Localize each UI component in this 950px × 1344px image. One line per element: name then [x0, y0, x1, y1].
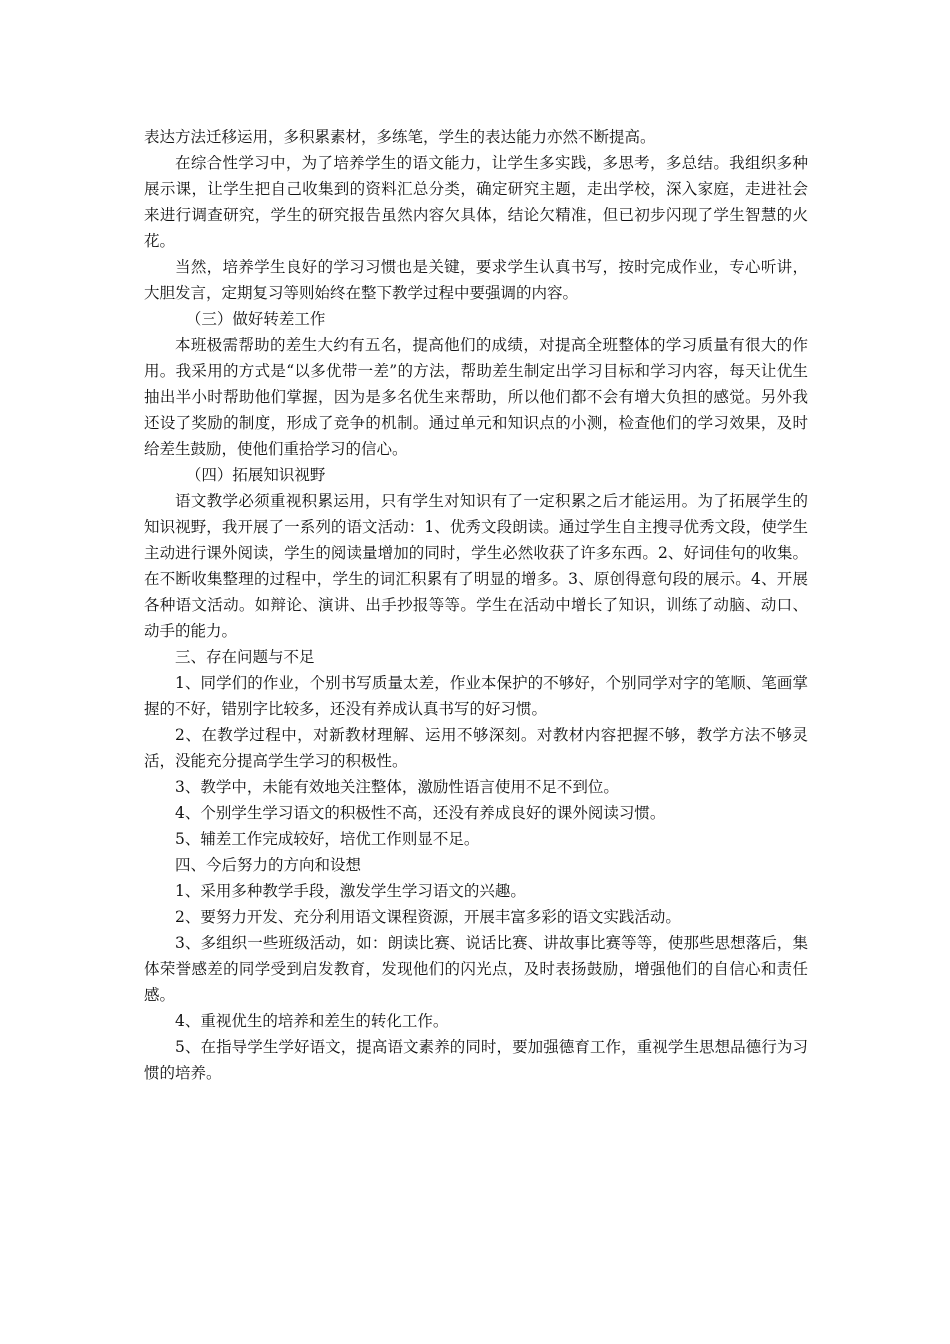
paragraph-helping-students: 本班极需帮助的差生大约有五名，提高他们的成绩，对提高全班整体的学习质量有很大的作用。我采用的方式是“以多优带一差”的方法，帮助差生制定出学习目标和学习内容，每天让优生抽出半小时帮助他们掌握，因为是多名优生来帮助，所以他们都不会有增大负担的感觉。另外我还设了奖励的制度，形成了竞争的机制。通过单元和知识点的小测，检查他们的学习效果，及时给差生鼓励，使他们重拾学习的信心。 [144, 336, 808, 458]
chapter-heading-problems: 三、存在问题与不足 [175, 648, 315, 666]
document-body [144, 124, 808, 1086]
paragraph-expand-knowledge: 语文教学必须重视积累运用，只有学生对知识有了一定积累之后才能运用。为了拓展学生的知识视野，我开展了一系列的语文活动：1、优秀文段朗读。通过学生自主搜寻优秀文段，使学生主动进行课外阅读，学生的阅读量增加的同时，学生必然收获了许多东西。2、好词佳句的收集。在不断收集整理的过程中，学生的词汇积累有了明显的增多。3、原创得意句段的展示。4、开展各种语文活动。如辩论、演讲、出手抄报等等。学生在活动中增长了知识，训练了动脑、动口、动手的能力。 [144, 492, 808, 640]
problem-item-1: 1、同学们的作业，个别书写质量太差，作业本保护的不够好，个别同学对字的笔顺、笔画掌握的不好，错别字比较多，还没有养成认真书写的好习惯。 [144, 674, 808, 718]
problem-item-5: 5、辅差工作完成较好，培优工作则显不足。 [175, 830, 480, 848]
plan-item-4: 4、重视优生的培养和差生的转化工作。 [175, 1012, 449, 1030]
plan-item-1: 1、采用多种教学手段，激发学生学习语文的兴趣。 [175, 882, 526, 900]
section-heading-4: （四）拓展知识视野 [185, 466, 326, 484]
problem-item-3: 3、教学中，未能有效地关注整体，激励性语言使用不足不到位。 [175, 778, 619, 796]
paragraph-continuation: 表达方法迁移运用，多积累素材，多练笔，学生的表达能力亦然不断提高。 [144, 128, 656, 146]
plan-item-3: 3、多组织一些班级活动，如：朗读比赛、说话比赛、讲故事比赛等等，使那些思想落后，集体荣誉感差的同学受到启发教育，发现他们的闪光点，及时表扬鼓励，增强他们的自信心和责任感。 [144, 934, 808, 1004]
paragraph-comprehensive-learning: 在综合性学习中，为了培养学生的语文能力，让学生多实践，多思考，多总结。我组织多种展示课，让学生把自己收集到的资料汇总分类，确定研究主题，走出学校，深入家庭，走进社会来进行调查研究，学生的研究报告虽然内容欠具体，结论欠精准，但已初步闪现了学生智慧的火花。 [144, 154, 808, 250]
section-heading-3: （三）做好转差工作 [185, 310, 326, 328]
plan-item-2: 2、要努力开发、充分利用语文课程资源，开展丰富多彩的语文实践活动。 [175, 908, 681, 926]
problem-item-2: 2、在教学过程中，对新教材理解、运用不够深刻。对教材内容把握不够，教学方法不够灵活，没能充分提高学生学习的积极性。 [144, 726, 808, 770]
paragraph-study-habits: 当然，培养学生良好的学习习惯也是关键，要求学生认真书写，按时完成作业，专心听讲，大胆发言，定期复习等则始终在整下教学过程中要强调的内容。 [144, 258, 808, 302]
chapter-heading-future: 四、今后努力的方向和设想 [175, 856, 362, 874]
plan-item-5: 5、在指导学生学好语文，提高语文素养的同时，要加强德育工作，重视学生思想品德行为习惯的培养。 [144, 1038, 808, 1082]
problem-item-4: 4、个别学生学习语文的积极性不高，还没有养成良好的课外阅读习惯。 [175, 804, 666, 822]
